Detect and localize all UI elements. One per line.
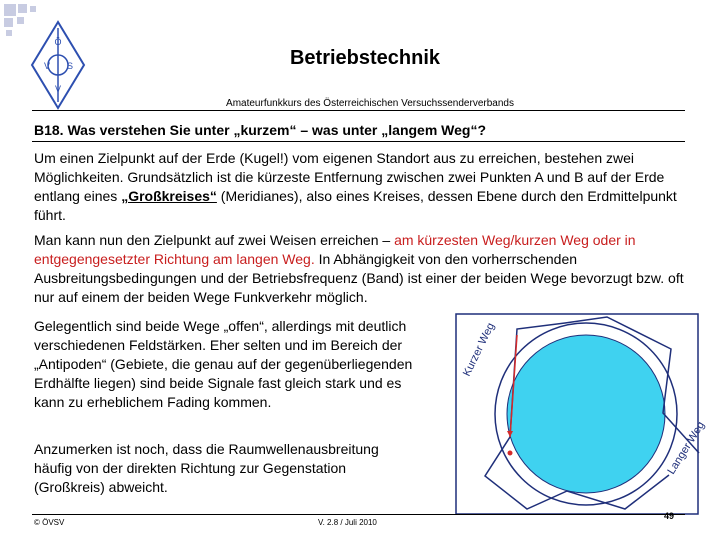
header-divider [32, 110, 685, 111]
decor-square [18, 4, 27, 13]
footer-version: V. 2.8 / Juli 2010 [318, 518, 377, 527]
page-subtitle: Amateurfunkkurs des Österreichischen Versuchssenderverbands [226, 98, 514, 109]
label-short-path: Kurzer Weg [460, 321, 498, 379]
page-number: 49 [664, 511, 675, 521]
decor-square [4, 18, 13, 27]
question-divider [32, 141, 685, 142]
paragraph-great-circle [34, 149, 684, 225]
footer-divider [32, 514, 685, 515]
paragraph-deviation: Anzumerken ist noch, dass die Raumwellenausbreitung häufig von der direkten Richtung zur Gegenstation (Großkreis) abweicht. [34, 441, 379, 495]
page-title: Betriebstechnik [289, 47, 441, 69]
decor-square [17, 17, 24, 24]
paragraph-text: Man kann nun den Zielpunkt auf zwei Weisen erreichen – [34, 232, 395, 248]
logo-letter-bottom: V [54, 84, 62, 94]
paragraph-two-ways [34, 231, 684, 307]
paragraph-text: In Abhängigkeit von den vorherrschenden Ausbreitungsbedingungen und der Betriebsfrequenz (Band) ist einer der beiden Wege bevorzugt bzw. oft nur auf einem der beiden Wege Funkverkehr möglich. [34, 251, 684, 305]
paragraph-text: Um einen Zielpunkt auf der Erde (Kugel!) vom eigenen Standort aus zu erreichen, bestehen zwei Möglichkeiten. Grundsätzlich ist die kürzeste Entfernung zwischen zwei Punkten A und B auf der Erde entlang eines [34, 150, 665, 204]
logo-letter-left: V [43, 61, 51, 71]
decor-square [6, 30, 12, 36]
logo-letter-right: S [66, 61, 74, 71]
highlight-short-long-path: am kürzesten Weg/kurzen Weg oder in entgegengesetzter Richtung am langen Weg. [34, 232, 636, 267]
path-diagram [455, 313, 708, 515]
label-long-path: Langer Weg [665, 419, 708, 477]
earth-sphere [507, 335, 665, 493]
decor-square [30, 6, 36, 12]
logo-letter-top: Ö [54, 37, 62, 47]
station-a-marker [508, 451, 513, 456]
footer-copyright: © ÖVSV [34, 518, 65, 527]
paragraph-text: (Meridianes), also eines Kreises, dessen Ebene durch den Erdmittelpunkt führt. [34, 188, 677, 223]
decor-square [4, 4, 16, 16]
keyword-great-circle: „Großkreises“ [121, 188, 217, 204]
paragraph-antipodes: Gelegentlich sind beide Wege „offen“, allerdings mit deutlich verschiedenen Feldstärken. Eher selten und im Bereich der „Antipoden“ (Gebiete, die genau auf der gegenüberliegenden Erdhälfte liegen) sind beide Signale fast gleich stark und es kann zu erheblichem Fading kommen. [34, 318, 413, 410]
question-heading: B18. Was verstehen Sie unter „kurzem“ – was unter „langem Weg“? [34, 122, 487, 138]
oevsv-logo [30, 20, 86, 110]
